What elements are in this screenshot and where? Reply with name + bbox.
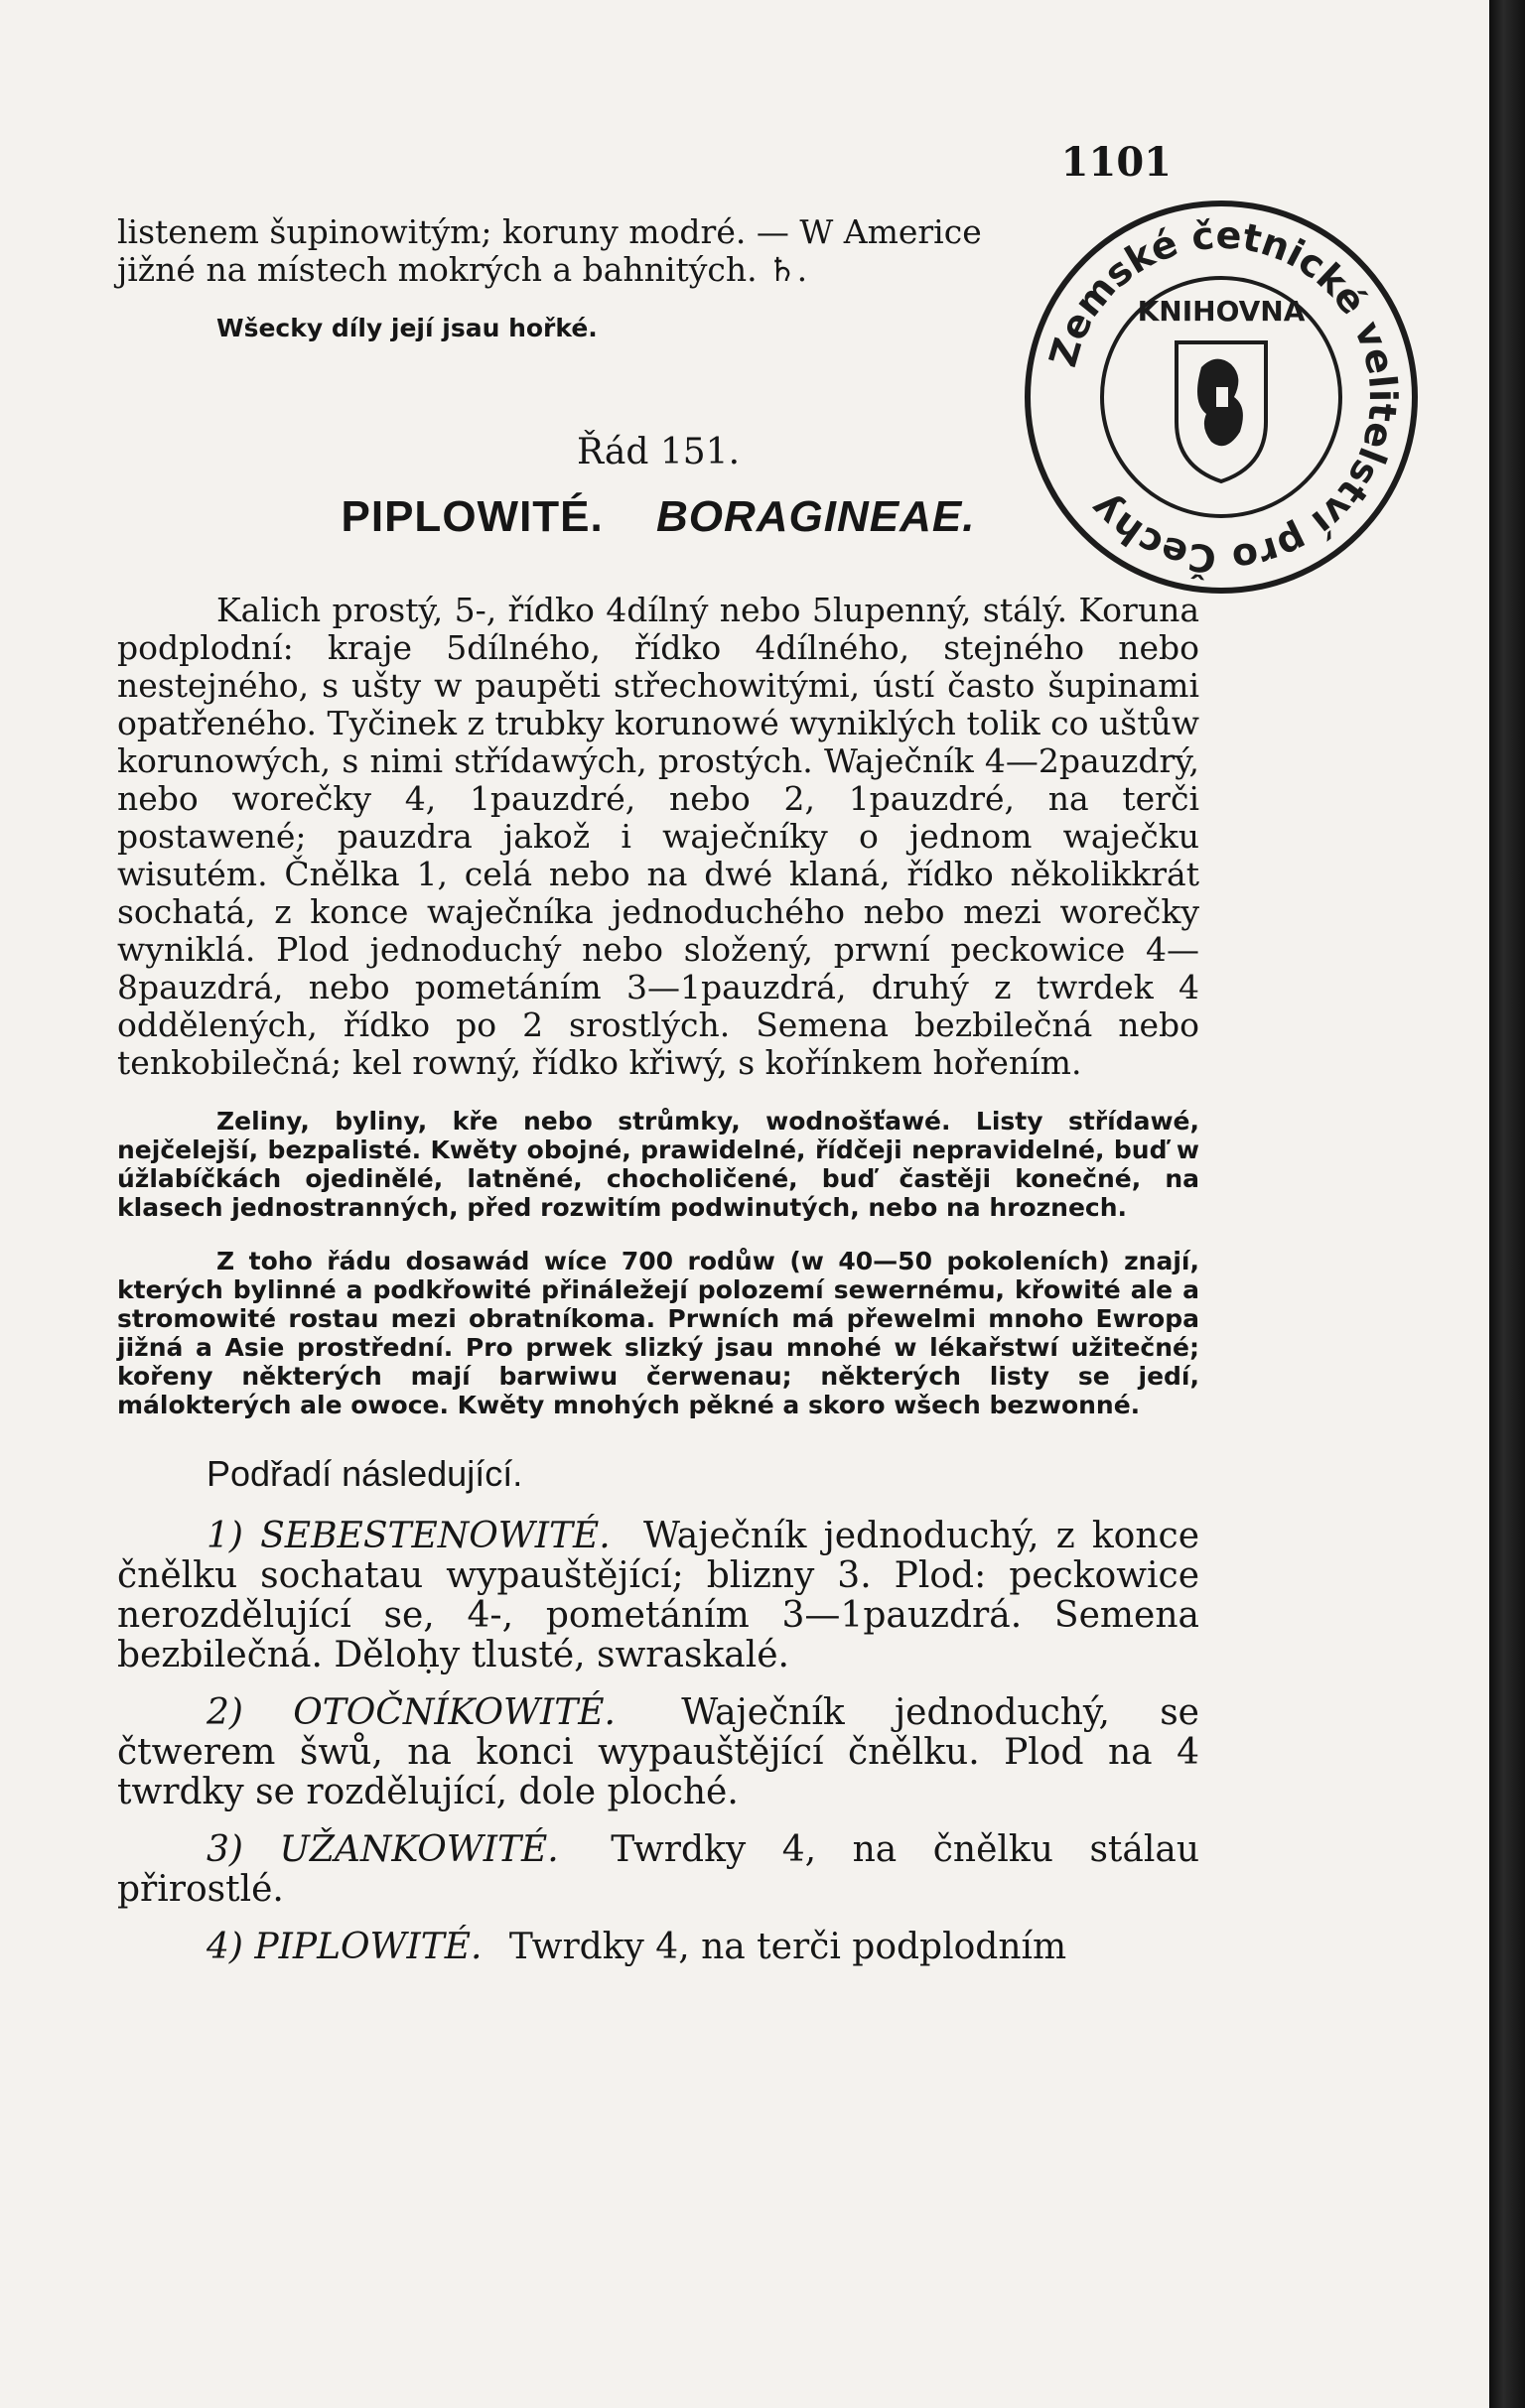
suborder-number: 4): [207, 1927, 243, 1967]
suborder-list: [117, 1517, 1199, 1967]
suborder-number: 3): [207, 1829, 243, 1870]
suborder-4: [117, 1928, 1199, 1967]
suborder-3: [117, 1830, 1199, 1910]
family-latin: BORAGINEAE.: [655, 492, 976, 541]
habit-note: Zeliny, byliny, kře nebo strůmky, wodnošťawé. Listy střídawé, nejčelejší, bezpalisté. Kwěty obojné, prawidelné, řídčeji nepravidelné, buď w úžlabíčkách ojedinělé, latněné, chocholičené, buď častěji konečné, na klasech jednostranných, před rozwitím podwinutých, nebo na hroznech.: [117, 1107, 1199, 1222]
suborder-text: Waječník jednoduchý, z konce čnělku sochatau wypauštějící; blizny 3. Plod: peckowice nerozdělující se, 4-, pometáním 3—1pauzdrá. Semena bezbilečná. Děloḥy tlusté, swraskalé.: [117, 1516, 1199, 1675]
page-number: 1101: [1060, 139, 1172, 186]
suborder-1: [117, 1517, 1199, 1675]
suborder-number: 2): [207, 1692, 243, 1733]
suborder-name: UŽANKOWITÉ.: [279, 1829, 559, 1870]
suborder-text: Twrdky 4, na terči podplodním: [508, 1927, 1067, 1967]
suborder-2: [117, 1693, 1199, 1812]
intro-line-1: listenem šupinowitým; koruny modré. — W Americe: [117, 212, 982, 251]
suborder-text: Waječník jednoduchý, se čtwerem šwů, na konci wypauštějící čnělku. Plod na 4 twrdky se rozdělující, dole ploché.: [117, 1692, 1199, 1812]
distribution-note: Z toho řádu dosawád wíce 700 rodůw (w 40—50 pokoleních) znají, kterých bylinné a podkřowité přináležejí polozemí sewernému, křowité ale a stromowité rostau mezi obratníkoma. Prwních má přewelmi mnoho Ewropa jižná a Asie prostřední. Pro prwek slizký jsau mnohé w lékařstwí užitečné; kořeny některých mají barwiwu čerwenau; některých listy se jedí, málokterých ale owoce. Kwěty mnohých pěkné a skoro wšech bezwonné.: [117, 1247, 1199, 1419]
family-description: Kalich prostý, 5-, řídko 4dílný nebo 5lupenný, stálý. Koruna podplodní: kraje 5dílného, řídko 4dílného, stejného nebo nestejného, s ušty w paupěti střechowitými, ústí často šupinami opatřeného. Tyčinek z trubky korunowé wyniklých tolik co uštůw korunowých, s nimi střídawých, prostých. Waječník 4—2pauzdrý, nebo worečky 4, 1pauzdré, nebo 2, 1pauzdré, na terči postawené; pauzdra jakož i waječníky o jednom waječku wisutém. Čnělka 1, celá nebo na dwé klaná, řídko několikkrát sochatá, z konce waječníka jednoduchého nebo mezi worečky wyniklá. Plod jednoduchý nebo složený, prwní peckowice 4—8pauzdrá, nebo pometáním 3—1pauzdrá, druhý z twrdek 4 oddělených, řídko po 2 srostlých. Semena bezbilečná nebo tenkobilečná; kel rowný, řídko křiwý, s kořínkem hořením.: [117, 591, 1199, 1082]
suborder-name: OTOČNÍKOWITÉ.: [293, 1692, 616, 1733]
book-gutter: [1489, 0, 1525, 2408]
suborder-name: SEBESTENOWITÉ.: [260, 1516, 611, 1556]
stamp-center-text: KNIHOVNA: [1137, 295, 1306, 328]
suborders-heading: Podřadí následující.: [207, 1453, 523, 1494]
suborder-number: 1): [207, 1516, 243, 1556]
coat-of-arms-icon: [1177, 342, 1266, 481]
library-stamp: [1018, 194, 1425, 601]
intro-line-2: jižné na místech mokrých a bahnitých. ♄.: [117, 250, 808, 289]
order-heading: Řád 151.: [576, 432, 741, 472]
intro-note: Wšecky díly její jsau hořké.: [216, 314, 598, 342]
stamp-ring-text: Zemské četnické velitelství pro Čechy: [1040, 212, 1406, 582]
suborder-name: PIPLOWITÉ.: [254, 1927, 483, 1967]
family-czech: PIPLOWITÉ.: [341, 492, 604, 541]
suborder-text: Twrdky 4, na čnělku stálau přirostlé.: [117, 1829, 1200, 1910]
